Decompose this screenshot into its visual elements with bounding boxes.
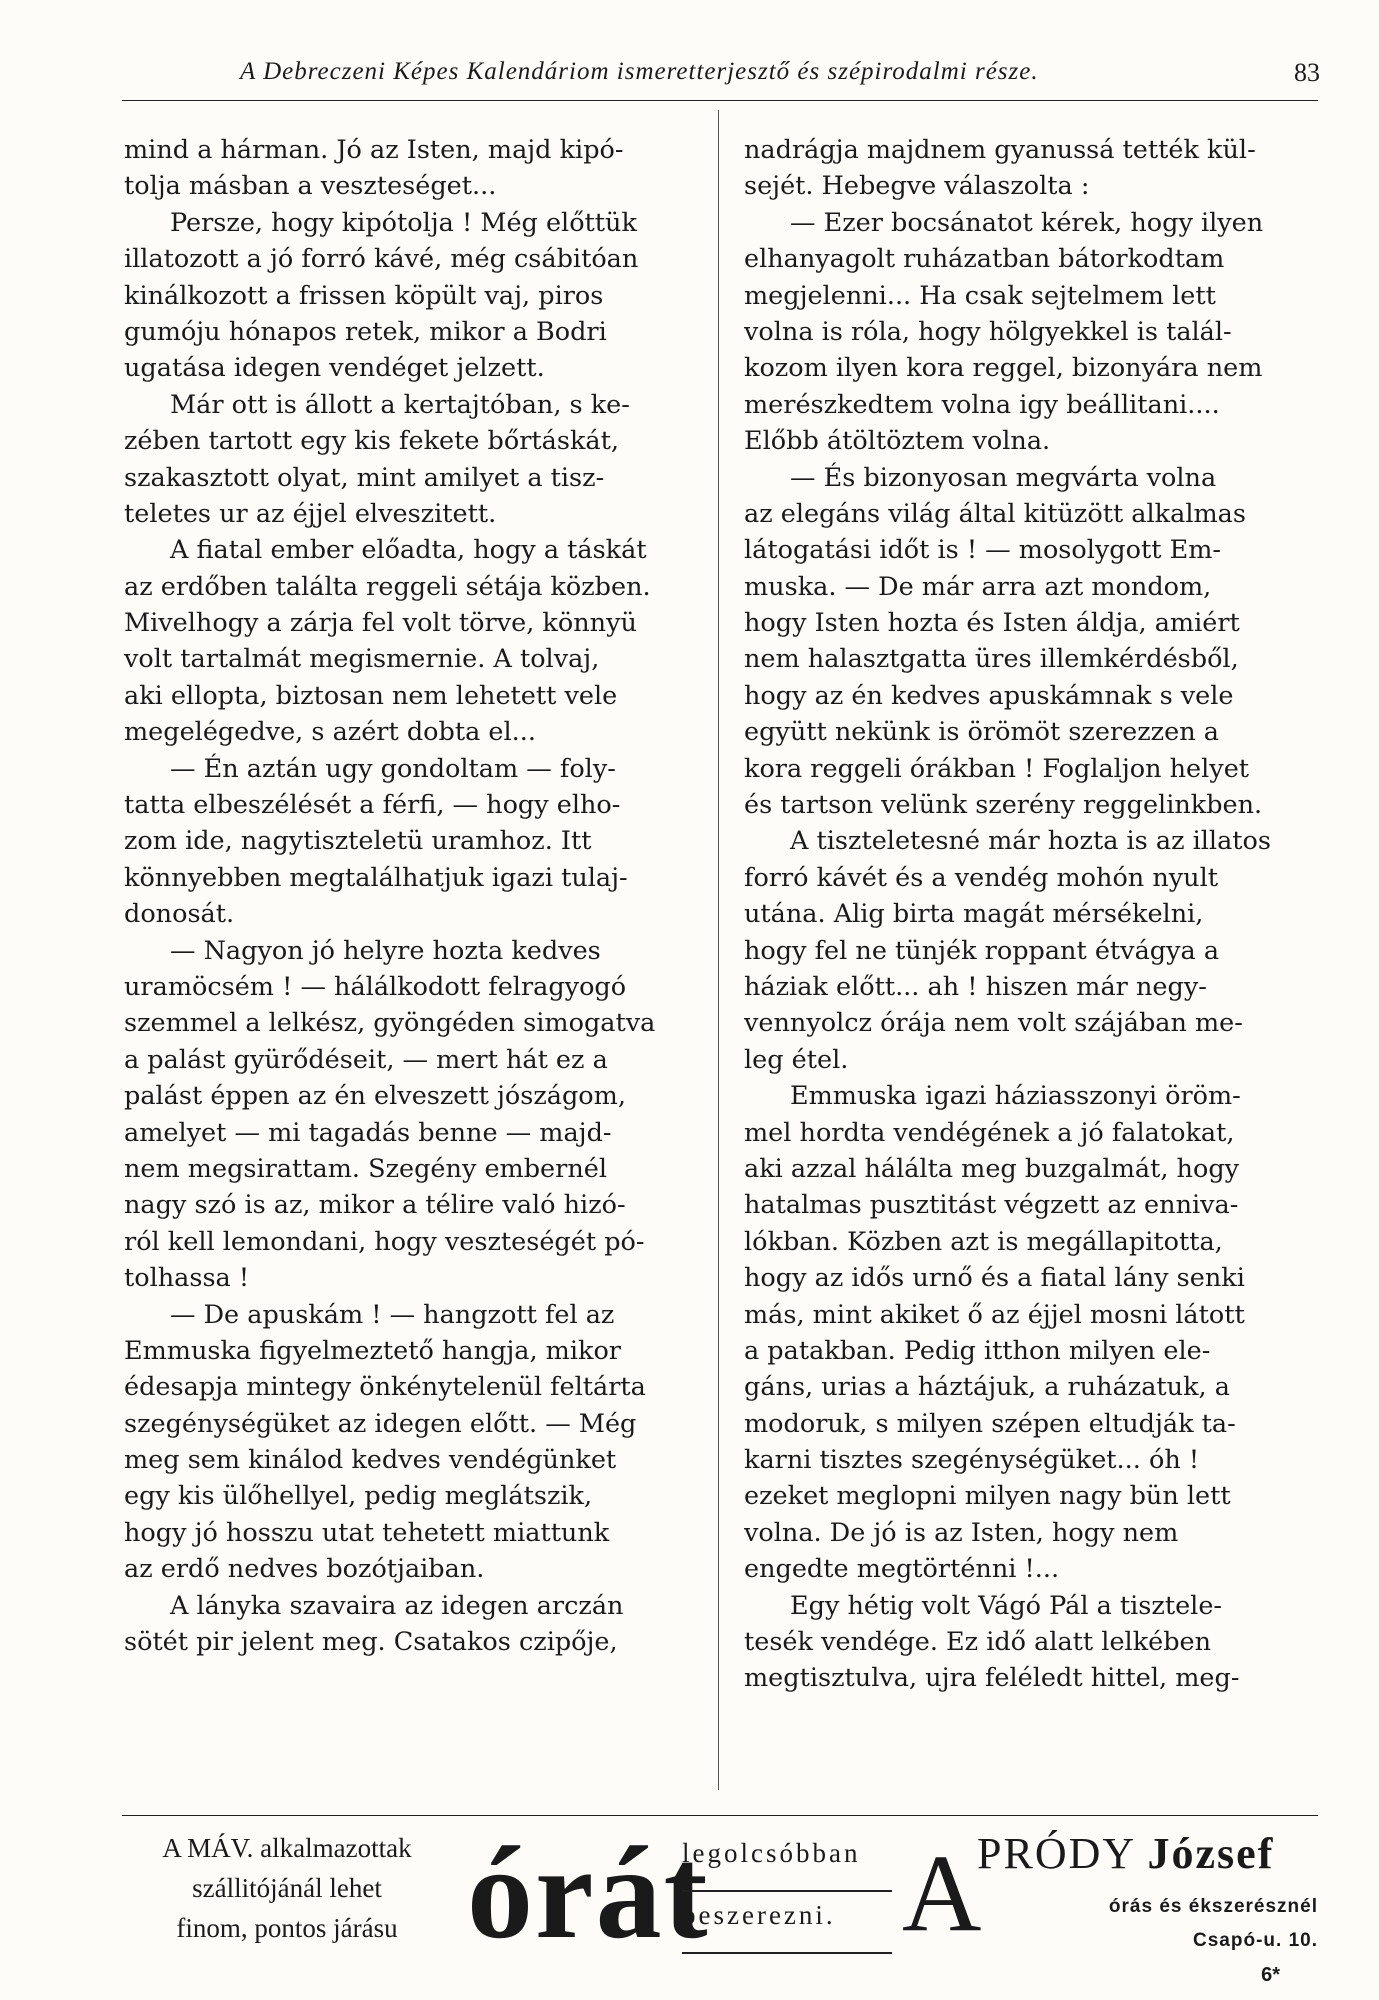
- text-line: hogy fel ne tünjék roppant étvágya a: [744, 935, 1220, 966]
- text-line: — És bizonyosan megvárta volna: [790, 462, 1217, 493]
- text-line: Mivelhogy a zárja fel volt törve, könnyü: [124, 608, 637, 639]
- running-title: A Debreczeni Képes Kalendáriom ismeretterjesztő és szépirodalmi része.: [240, 58, 1039, 85]
- text-line: együtt nekünk is örömöt szerezzen a: [744, 717, 1219, 748]
- text-line: ugatása idegen vendéget jelzett.: [124, 353, 545, 384]
- text-line: vennyolcz órája nem volt szájában me-: [744, 1008, 1243, 1039]
- text-line: A tiszteletesné már hozta is az illatos: [790, 826, 1271, 857]
- text-line: — Én aztán ugy gondoltam — foly-: [170, 753, 616, 784]
- text-line: meg sem kinálod kedves vendégünket: [124, 1445, 617, 1476]
- text-line: illatozott a jó forró kávé, még csábitóan: [124, 244, 639, 275]
- text-line: az erdő nedves bozótjaiban.: [124, 1554, 485, 1585]
- text-line: hogy az idős urnő és a fiatal lány senki: [744, 1263, 1245, 1294]
- text-line: A lányka szavaira az idegen arczán: [170, 1590, 624, 1621]
- ad-name: [977, 1828, 1274, 1879]
- ad-left-line: A MÁV. alkalmazottak: [162, 1833, 412, 1863]
- text-line: egy kis ülőhellyel, pedig meglátszik,: [124, 1481, 593, 1512]
- text-line: utána. Alig birta magát mérsékelni,: [744, 899, 1204, 930]
- text-line: gumóju hónapos retek, mikor a Bodri: [124, 316, 607, 347]
- page-number: 83: [1294, 58, 1320, 87]
- text-line: háziak előtt... ah ! hiszen már negy-: [744, 971, 1207, 1002]
- page-header: [120, 58, 1320, 98]
- text-line: az erdőben találta reggeli sétája közben.: [124, 571, 651, 602]
- text-line: Előbb átöltöztem volna.: [744, 426, 1051, 457]
- text-line: és tartson velünk szerény reggelinkben.: [744, 790, 1263, 821]
- text-line: megtisztulva, ujra feléledt hittel, meg-: [744, 1663, 1240, 1694]
- text-line: a palást gyürődéseit, — mert hát ez a: [124, 1044, 608, 1075]
- text-line: leg étel.: [744, 1044, 849, 1075]
- text-line: hogy jó hosszu utat tehetett miattunk: [124, 1517, 610, 1548]
- text-line: hatalmas pusztitást végzett az enniva-: [744, 1190, 1239, 1221]
- text-line: nem halasztgatta üres illemkérdésből,: [744, 644, 1239, 675]
- text-line: Egy hétig volt Vágó Pál a tisztele-: [790, 1590, 1223, 1621]
- text-line: aki azzal hálálta meg buzgalmát, hogy: [744, 1153, 1240, 1184]
- text-line: a patakban. Pedig itthon milyen ele-: [744, 1335, 1211, 1366]
- text-line: Persze, hogy kipótolja ! Még előttük: [170, 207, 637, 238]
- ad-mid-line: beszerezni.: [682, 1900, 892, 1954]
- text-line: — Ezer bocsánatot kérek, hogy ilyen: [790, 207, 1264, 238]
- footer-rule: [122, 1815, 1318, 1816]
- text-line: látogatási időt is ! — mosolygott Em-: [744, 535, 1221, 566]
- text-line: édesapja mintegy önkénytelenül feltárta: [124, 1372, 646, 1403]
- text-line: karni tisztes szegénységüket... óh !: [744, 1445, 1200, 1476]
- text-line: kora reggeli órákban ! Foglaljon helyet: [744, 753, 1250, 784]
- text-line: Emmuska figyelmeztető hangja, mikor: [124, 1335, 622, 1366]
- text-line: uramöcsém ! — hálálkodott felragyogó: [124, 971, 627, 1002]
- text-line: megelégedve, s azért dobta el...: [124, 717, 536, 748]
- text-line: amelyet — mi tagadás benne — majd-: [124, 1117, 612, 1148]
- ad-left-text: [122, 1828, 452, 1948]
- ad-shop-line: Csapó-u. 10.: [1193, 1930, 1318, 1951]
- text-line: donosát.: [124, 899, 235, 930]
- text-line: elhanyagolt ruházatban bátorkodtam: [744, 244, 1225, 275]
- text-line: zében tartott egy kis fekete bőrtáskát,: [124, 426, 619, 457]
- text-line: — De apuskám ! — hangzott fel az: [170, 1299, 615, 1330]
- text-line: teletes ur az éjjel elveszitett.: [124, 498, 497, 529]
- ad-shop-info: [1109, 1890, 1318, 1958]
- text-line: gáns, urias a háztájuk, a ruházatuk, a: [744, 1372, 1230, 1403]
- text-line: mind a hárman. Jó az Isten, majd kipó-: [124, 135, 624, 165]
- text-line: hogy az én kedves apuskámnak s vele: [744, 680, 1234, 711]
- ad-big-word: órát: [467, 1819, 710, 1966]
- text-line: volna. De jó is az Isten, hogy nem: [744, 1517, 1179, 1548]
- text-line: ról kell lemondani, hogy veszteségét pó-: [124, 1226, 645, 1257]
- column-divider: [718, 110, 719, 1790]
- text-line: volt tartalmát megismernie. A tolvaj,: [124, 644, 600, 675]
- text-line: mel hordta vendégének a jó falatokat,: [744, 1117, 1235, 1148]
- text-line: szemmel a lelkész, gyöngéden simogatva: [124, 1008, 656, 1039]
- text-line: Emmuska igazi háziasszonyi öröm-: [790, 1081, 1241, 1112]
- ad-left-line: szállitójánál lehet: [192, 1873, 382, 1903]
- ad-left-line: finom, pontos járásu: [176, 1913, 398, 1943]
- text-line: hogy Isten hozta és Isten áldja, amiért: [744, 608, 1240, 639]
- text-line: forró kávét és a vendég mohón nyult: [744, 862, 1218, 893]
- text-line: merészkedtem volna igy beállitani....: [744, 389, 1220, 420]
- left-column: [124, 132, 700, 1660]
- text-line: muska. — De már arra azt mondom,: [744, 571, 1212, 602]
- text-line: sejét. Hebegve válaszolta :: [744, 171, 1090, 202]
- ad-first-name: József: [1147, 1829, 1275, 1878]
- text-line: modoruk, s milyen szépen eltudják ta-: [744, 1408, 1236, 1439]
- text-line: A fiatal ember előadta, hogy a táskát: [170, 535, 647, 566]
- right-column: [744, 132, 1320, 1697]
- text-line: tatta elbeszélését a férfi, — hogy elho-: [124, 790, 621, 821]
- ad-mid-text: [682, 1838, 892, 1962]
- text-line: tolhassa !: [124, 1263, 250, 1294]
- header-rule: [122, 100, 1318, 101]
- text-line: más, mint akiket ő az éjjel mosni látott: [744, 1299, 1245, 1330]
- text-line: Már ott is állott a kertajtóban, s ke-: [170, 389, 630, 420]
- text-line: nagy szó is az, mikor a télire való hizó-: [124, 1190, 626, 1221]
- text-line: szakasztott olyat, mint amilyet a tisz-: [124, 462, 605, 493]
- text-line: volna is róla, hogy hölgyekkel is talál-: [744, 316, 1232, 347]
- text-line: nem megsirattam. Szegény embernél: [124, 1153, 608, 1184]
- text-line: zom ide, nagytiszteletü uramhoz. Itt: [124, 826, 592, 857]
- signature-mark: 6*: [1261, 1964, 1280, 1986]
- text-line: aki ellopta, biztosan nem lehetett vele: [124, 680, 618, 711]
- text-line: az elegáns világ által kitüzött alkalmas: [744, 498, 1246, 529]
- text-line: kozom ilyen kora reggel, bizonyára nem: [744, 353, 1263, 384]
- text-line: kinálkozott a frissen köpült vaj, piros: [124, 280, 604, 311]
- text-line: könnyebben megtalálhatjuk igazi tulaj-: [124, 862, 628, 893]
- text-line: szegénységüket az idegen előtt. — Még: [124, 1408, 637, 1439]
- ad-initial: A: [902, 1832, 982, 1954]
- text-line: engedte megtörténni !...: [744, 1554, 1060, 1585]
- ad-surname: PRÓDY: [977, 1829, 1135, 1878]
- text-line: sötét pir jelent meg. Csatakos czipője,: [124, 1627, 618, 1658]
- text-line: palást éppen az én elveszett jószágom,: [124, 1081, 626, 1112]
- ad-mid-line: legolcsóbban: [682, 1838, 892, 1892]
- text-line: tolja másban a veszteséget...: [124, 171, 497, 202]
- text-line: lókban. Közben azt is megállapitotta,: [744, 1226, 1223, 1257]
- ad-shop-line: órás és ékszerésznél: [1108, 1896, 1318, 1917]
- advertisement: [122, 1819, 1318, 1986]
- text-line: nadrágja majdnem gyanussá tették kül-: [744, 135, 1256, 165]
- text-line: megjelenni... Ha csak sejtelmem lett: [744, 280, 1216, 311]
- text-line: — Nagyon jó helyre hozta kedves: [170, 935, 601, 966]
- text-line: tesék vendége. Ez idő alatt lelkében: [744, 1627, 1212, 1658]
- text-line: ezeket meglopni milyen nagy bün lett: [744, 1481, 1231, 1512]
